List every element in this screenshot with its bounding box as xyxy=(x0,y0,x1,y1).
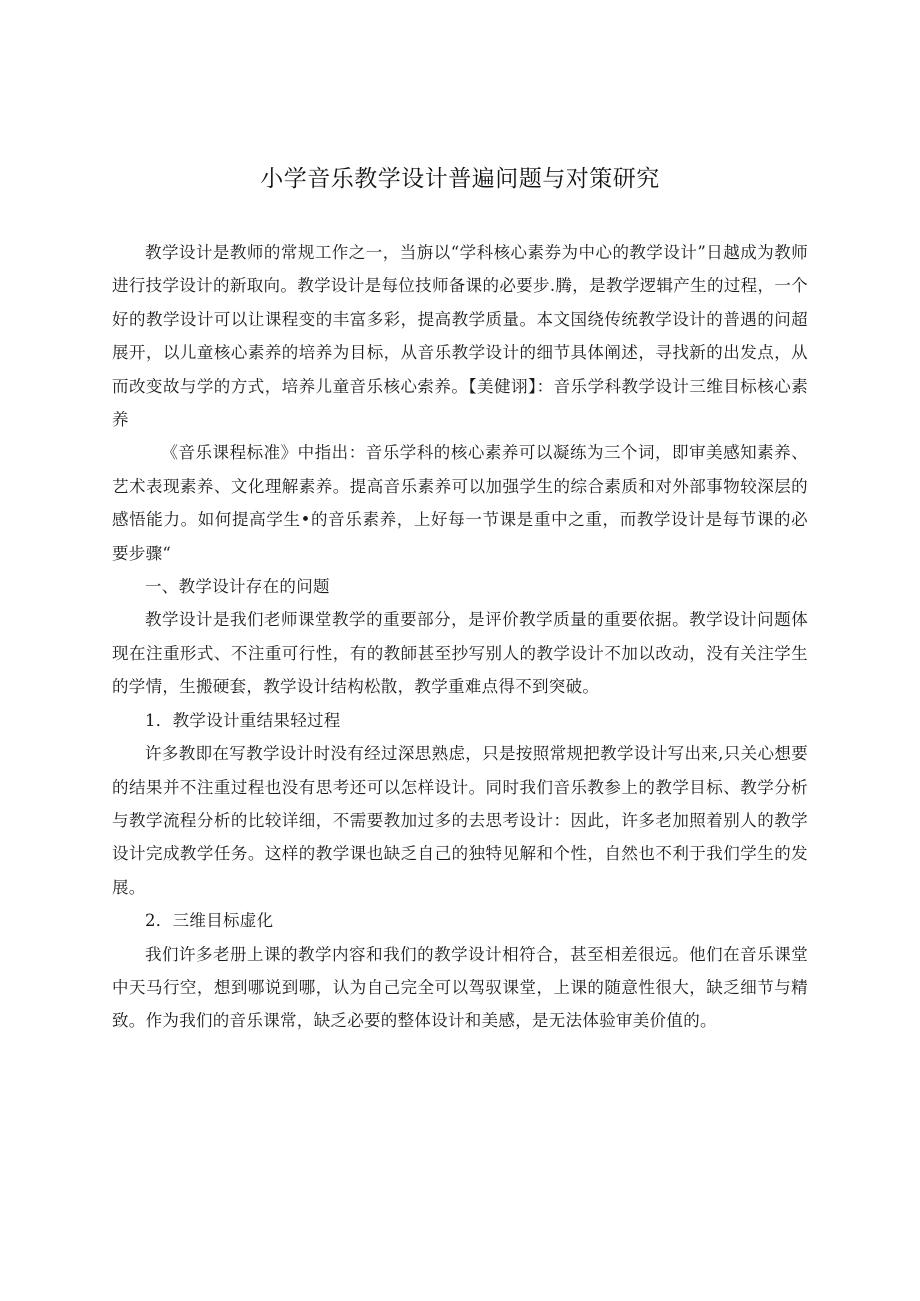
subsection-heading: 2．三维目标虚化 xyxy=(145,911,274,931)
body-paragraph: 教学设计是我们老师课堂教学的重要部分，是评价教学质量的重要依据。教学设计问题体现在注重形式、不注重可行性，有的教師甚至抄写别人的教学设计不加以改动，没有关注学生的学情，生搬硬套，教学设计结构松散，教学重难点得不到突破。 xyxy=(112,610,808,697)
document-title: 小学音乐教学设计普遍问题与对策研究 xyxy=(260,166,660,192)
document-body xyxy=(112,236,808,1038)
abstract-paragraph: 教学设计是教师的常规工作之一，当旃以“学科核心素券为中心的教学设计”日越成为教师进行技学设计的新取向。教学设计是每位技师备课的必要步.腾，是教学逻辑产生的过程，一个好的教学设计可以让课程变的丰富多彩，提高教学质量。本文国绕传统教学设计的普遇的问超展开，以儿童核心素养的培养为目标，从音乐教学设计的细节具体阐述，寻找新的出发点，从而改变故与学的方式，培养儿童音乐核心索养。【美健诩】：音乐学科教学设计三维目标核心素养 xyxy=(112,243,808,430)
body-paragraph: 许多教即在写教学设计时没有经过深思熟虑，只是按照常规把教学设计写出来,只关心想要的结果并不注重过程也没有思考还可以怎样设计。同时我们音乐教参上的教学目标、教学分析与教学流程分析的比较详细，不需要教加过多的去思考设计：因此，许多老加照着别人的教学设计完成教学任务。这样的教学课也缺乏自己的独特见解和个性，自然也不利于我们学生的发展。 xyxy=(112,744,808,897)
body-paragraph: 《音乐课程标准》中指出：音乐学科的核心素养可以凝练为三个词，即审美感知素养、艺术表现素养、文化理解素养。提高音乐素养可以加强学生的综合素质和对外部事物较深层的感悟能力。如何提高学生•的音乐素养，上好每一节课是重中之重，而教学设计是每节课的必要步骤“ xyxy=(112,443,808,563)
subsection-heading: 1．教学设计重结果轻过程 xyxy=(145,710,341,730)
section-heading: 一、教学设计存在的问题 xyxy=(145,577,330,597)
body-paragraph: 我们许多老册上课的教学内容和我们的教学设计相符合，甚至相差很远。他们在音乐课堂中天马行空，想到哪说到哪，认为自己完全可以驾驭课堂，上课的随意性很大，缺乏细节与精致。作为我们的音乐课常，缺乏必要的整体设计和美感，是无法体验审美价值的。 xyxy=(112,944,808,1031)
